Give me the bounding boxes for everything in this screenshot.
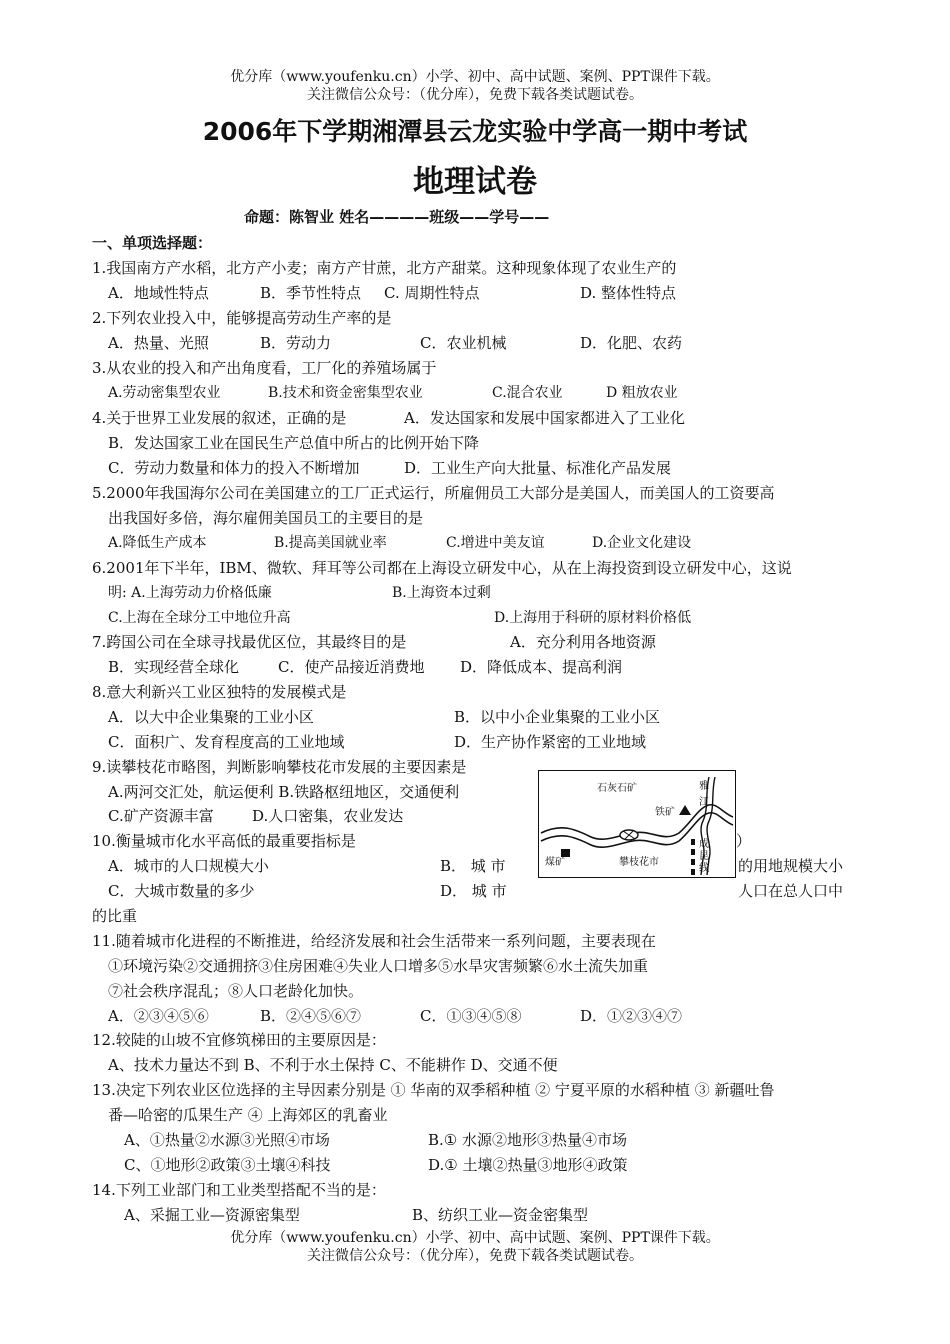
panzhihua-map xyxy=(538,770,736,878)
map-label-limestone: 石灰石矿 xyxy=(597,783,637,794)
question-13-line-2: 番—哈密的瓜果生产 ④ 上海郊区的乳畜业 xyxy=(108,1106,388,1124)
q10-option-d: D． 城 市 xyxy=(440,882,507,900)
q1-option-a: A．地域性特点 xyxy=(108,284,209,302)
q2-option-d: D．化肥、农药 xyxy=(580,334,683,352)
q11-option-c: C．①③④⑤⑧ xyxy=(420,1007,522,1025)
q12-options: A、技术力量达不到 B、不利于水土保持 C、不能耕作 D、交通不便 xyxy=(108,1056,558,1074)
q14-option-a: A、采掘工业—资源密集型 xyxy=(124,1206,300,1224)
footer-line-2: 关注微信公众号：（优分库），免费下载各类试题试卷。 xyxy=(307,1248,643,1264)
q2-option-a: A．热量、光照 xyxy=(108,334,209,352)
question-10: 10.衡量城市化水平高低的最重要指标是 xyxy=(92,832,356,850)
question-14: 14.下列工业部门和工业类型搭配不当的是： xyxy=(92,1181,386,1199)
q11-option-b: B．②④⑤⑥⑦ xyxy=(260,1007,362,1025)
map-label-iron: 铁矿 xyxy=(655,807,675,818)
q9-option-d: D.人口密集，农业发达 xyxy=(252,807,404,825)
question-6-line-2: 明: A.上海劳动力价格低廉 xyxy=(108,585,272,601)
exam-info-line: 命题：陈智业 姓名————班级——学号—— xyxy=(244,208,550,226)
q10-paren: ） xyxy=(736,832,752,850)
q3-option-b: B.技术和资金密集型农业 xyxy=(268,385,423,401)
q2-option-b: B．劳动力 xyxy=(260,334,332,352)
q7-option-a: A．充分利用各地资源 xyxy=(510,633,656,651)
q10-option-b-tail: 的用地规模大小 xyxy=(738,857,844,875)
q5-option-d: D.企业文化建设 xyxy=(592,535,692,551)
q4-option-d: D．工业生产向大批量、标准化产品发展 xyxy=(404,459,672,477)
map-label-rail-1: 成 xyxy=(699,839,709,850)
q9-option-c: C.矿产资源丰富 xyxy=(108,807,214,825)
q3-option-d: D 粗放农业 xyxy=(606,385,678,401)
q10-option-a: A．城市的人口规模大小 xyxy=(108,857,269,875)
q8-option-c: C．面积广、发育程度高的工业地域 xyxy=(108,733,345,751)
map-label-rail-3: 线 xyxy=(699,863,709,874)
q13-option-c: C、①地形②政策③土壤④科技 xyxy=(124,1156,331,1174)
q2-option-c: C．农业机械 xyxy=(420,334,507,352)
q8-option-d: D．生产协作紧密的工业地域 xyxy=(454,733,647,751)
q6-option-c: C.上海在全球分工中地位升高 xyxy=(108,610,291,626)
q5-option-b: B.提高美国就业率 xyxy=(274,535,387,551)
question-8: 8.意大利新兴工业区独特的发展模式是 xyxy=(92,683,347,701)
exam-title: 2006年下学期湘潭县云龙实验中学高一期中考试 xyxy=(202,117,748,146)
q7-option-c: C．使产品接近消费地 xyxy=(278,658,425,676)
q9-options-ab: A.两河交汇处，航运便利 B.铁路枢纽地区，交通便利 xyxy=(108,783,460,801)
question-5-line-1: 5.2000年我国海尔公司在美国建立的工厂正式运行，所雇佣员工大部分是美国人，而美国人的工资要高 xyxy=(92,484,775,502)
q13-option-a: A、①热量②水源③光照④市场 xyxy=(124,1131,330,1149)
q10-option-d-tail: 人口在总人口中 xyxy=(738,882,844,900)
question-3: 3.从农业的投入和产出角度看，工厂化的养殖场属于 xyxy=(92,359,437,377)
q10-option-b: B． 城 市 xyxy=(440,857,506,875)
question-13-line-1: 13.决定下列农业区位选择的主导因素分别是 ① 华南的双季稻种植 ② 宁夏平原的水稻种植 ③ 新疆吐鲁 xyxy=(92,1081,775,1099)
q13-option-b: B.① 水源②地形③热量④市场 xyxy=(428,1131,628,1149)
q11-items-line-2: ⑦社会秩序混乱；⑧人口老龄化加快。 xyxy=(108,982,364,1000)
q8-option-b: B．以中小企业集聚的工业小区 xyxy=(454,708,661,726)
q10-option-c: C．大城市数量的多少 xyxy=(108,882,255,900)
q11-option-d: D．①②③④⑦ xyxy=(580,1007,683,1025)
question-12: 12.较陡的山坡不宜修筑梯田的主要原因是： xyxy=(92,1031,386,1049)
question-4: 4.关于世界工业发展的叙述，正确的是 xyxy=(92,409,347,427)
q5-option-a: A.降低生产成本 xyxy=(108,535,207,551)
q14-option-b: B、纺织工业—资金密集型 xyxy=(412,1206,589,1224)
q1-option-d: D. 整体性特点 xyxy=(580,284,677,302)
question-2: 2.下列农业投入中，能够提高劳动生产率的是 xyxy=(92,309,392,327)
question-9: 9.读攀枝花市略图，判断影响攀枝花市发展的主要因素是 xyxy=(92,758,467,776)
q10-option-d-end: 的比重 xyxy=(92,907,138,925)
question-5-line-2: 出我国好多倍，海尔雇佣美国员工的主要目的是 xyxy=(108,509,424,527)
question-11: 11.随着城市化进程的不断推进，给经济发展和社会生活带来一系列问题，主要表现在 xyxy=(92,932,656,950)
q3-option-a: A.劳动密集型农业 xyxy=(108,385,221,401)
q4-option-b: B．发达国家工业在国民生产总值中所占的比例开始下降 xyxy=(108,434,480,452)
q3-option-c: C.混合农业 xyxy=(492,385,563,401)
q6-option-d: D.上海用于科研的原材料价格低 xyxy=(494,610,692,626)
exam-subtitle: 地理试卷 xyxy=(413,164,537,200)
q1-option-c: C. 周期性特点 xyxy=(384,284,480,302)
q6-option-b: B.上海资本过剩 xyxy=(392,585,491,601)
q4-option-a: A．发达国家和发展中国家都进入了工业化 xyxy=(404,409,685,427)
map-label-city: 攀枝花市 xyxy=(619,857,659,868)
map-label-river-2: 江 xyxy=(699,797,709,808)
question-7: 7.跨国公司在全球寻找最优区位，其最终目的是 xyxy=(92,633,407,651)
question-6-line-1: 6.2001年下半年，IBM、微软、拜耳等公司都在上海设立研发中心，从在上海投资到设立研发中心，这说 xyxy=(92,559,792,577)
q5-option-c: C.增进中美友谊 xyxy=(446,535,545,551)
q4-option-c: C．劳动力数量和体力的投入不断增加 xyxy=(108,459,360,477)
map-label-river-1: 雅 xyxy=(699,781,709,792)
q11-items-line-1: ①环境污染②交通拥挤③住房困难④失业人口增多⑤水旱灾害频繁⑥水土流失加重 xyxy=(108,957,649,975)
map-label-rail-2: 昆 xyxy=(699,851,709,862)
map-label-coal: 煤矿 xyxy=(545,857,565,868)
header-line-2: 关注微信公众号：（优分库），免费下载各类试题试卷。 xyxy=(307,87,643,103)
q13-option-d: D.① 土壤②热量③地形④政策 xyxy=(428,1156,628,1174)
section-heading: 一、单项选择题： xyxy=(92,234,213,252)
q11-option-a: A．②③④⑤⑥ xyxy=(108,1007,209,1025)
q1-option-b: B．季节性特点 xyxy=(260,284,362,302)
q7-option-d: D．降低成本、提高利润 xyxy=(460,658,623,676)
header-line-1: 优分库（www.youfenku.cn）小学、初中、高中试题、案例、PPT课件下载。 xyxy=(230,69,720,85)
q8-option-a: A．以大中企业集聚的工业小区 xyxy=(108,708,314,726)
footer-line-1: 优分库（www.youfenku.cn）小学、初中、高中试题、案例、PPT课件下载。 xyxy=(230,1230,720,1246)
question-1: 1.我国南方产水稻，北方产小麦；南方产甘蔗，北方产甜菜。这种现象体现了农业生产的 xyxy=(92,259,677,277)
q7-option-b: B．实现经营全球化 xyxy=(108,658,240,676)
